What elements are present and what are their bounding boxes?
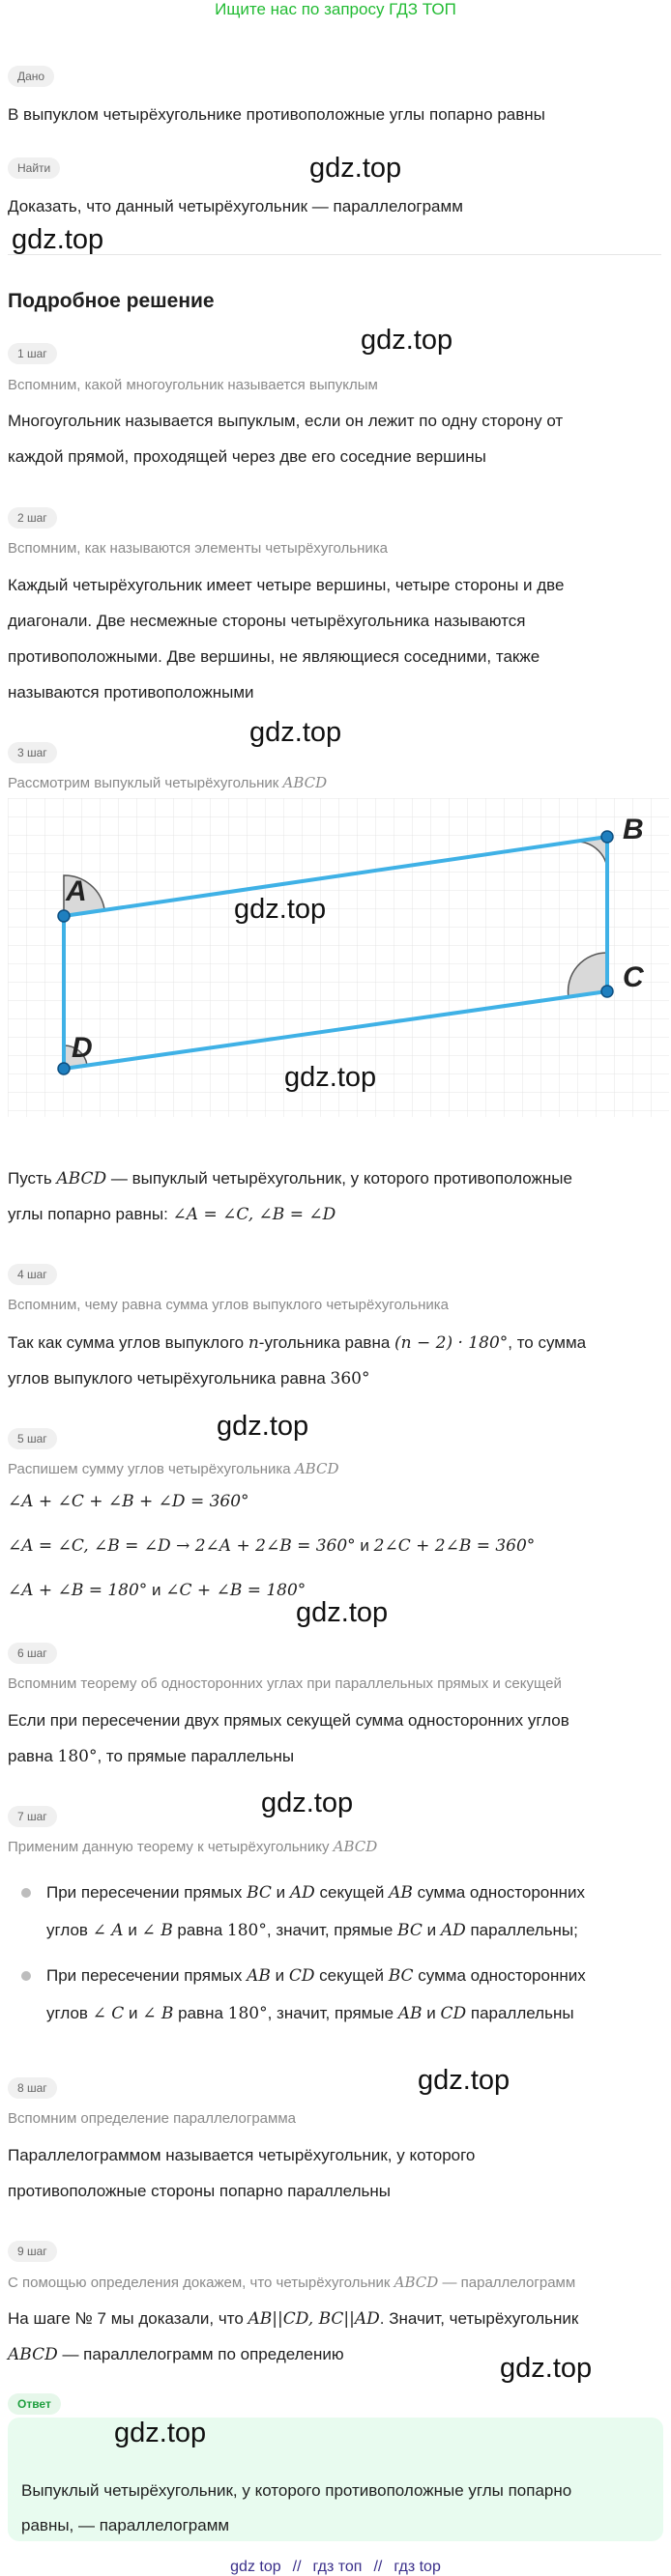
step5-eq2: ∠A = ∠C, ∠B = ∠D → 2∠A + 2∠B = 360° и 2∠C + 2∠B = 360° [8, 1536, 536, 1556]
bullet-2-line1: При пересечении прямых AB и CD секущей BC сумма односторонних [46, 1966, 586, 1986]
watermark: gdz.top [296, 1597, 389, 1628]
step6-line2: равна 180°, то прямые параллельны [8, 1747, 295, 1766]
watermark: gdz.top [12, 224, 104, 255]
footer-link-2[interactable]: гдз топ [312, 2559, 363, 2575]
bullet-1-line2: углов ∠ A и ∠ B равна 180°, значит, прямые BC и AD параллельны; [46, 1921, 578, 1940]
footer-link-1[interactable]: gdz top [230, 2559, 281, 2575]
step8-chip: 8 шаг [8, 2077, 57, 2099]
bullet-1-line1: При пересечении прямых BC и AD секущей AB сумма односторонних [46, 1883, 586, 1903]
step9-chip: 9 шаг [8, 2241, 57, 2262]
step2-line1: Каждый четырёхугольник имеет четыре вершины, четыре стороны и две [8, 576, 565, 594]
footer-separator: // [373, 2559, 383, 2575]
find-text: Доказать, что данный четырёхугольник — параллелограмм [8, 197, 463, 215]
step1-line1: Многоугольник называется выпуклым, если он лежит по одну сторону от [8, 412, 564, 430]
step6-chip: 6 шаг [8, 1643, 57, 1664]
step4-hint: Вспомним, чему равна сумма углов выпуклого четырёхугольника [8, 1297, 449, 1313]
step6-hint: Вспомним теорему об односторонних углах при параллельных прямых и секущей [8, 1675, 562, 1692]
step8-hint: Вспомним определение параллелограмма [8, 2110, 296, 2127]
step3-chip: 3 шаг [8, 742, 57, 763]
watermark: gdz.top [261, 1788, 354, 1818]
watermark: gdz.top [309, 153, 402, 184]
step5-eq3: ∠A + ∠B = 180° и ∠C + ∠B = 180° [8, 1581, 306, 1600]
step6-line1: Если при пересечении двух прямых секущей сумма односторонних углов [8, 1711, 569, 1730]
footer-separator: // [292, 2559, 302, 2575]
watermark: gdz.top [234, 894, 327, 925]
step2-line2: диагонали. Две несмежные стороны четырёхугольника называются [8, 612, 526, 630]
watermark: gdz.top [361, 325, 453, 356]
answer-line1: Выпуклый четырёхугольник, у которого противоположные углы попарно [21, 2481, 572, 2500]
given-chip: Дано [8, 66, 54, 87]
watermark: gdz.top [249, 717, 342, 748]
step5-eq1: ∠A + ∠C + ∠B + ∠D = 360° [8, 1492, 249, 1511]
answer-text [21, 2474, 621, 2543]
vertex-a-label: A [66, 875, 87, 907]
watermark: gdz.top [217, 1411, 309, 1442]
step2-chip: 2 шаг [8, 507, 57, 529]
step4-chip: 4 шаг [8, 1264, 57, 1285]
footer-link-3[interactable]: гдз top [394, 2559, 441, 2575]
vertex-b-dot [601, 831, 613, 843]
step8-line1: Параллелограммом называется четырёхугольник, у которого [8, 2146, 476, 2164]
step3-line1: Пусть ABCD — выпуклый четырёхугольник, у которого противоположные [8, 1169, 572, 1188]
watermark: gdz.top [284, 1062, 377, 1093]
step1-chip: 1 шаг [8, 343, 57, 364]
step7-chip: 7 шаг [8, 1806, 57, 1827]
vertex-d-dot [58, 1063, 70, 1074]
watermark: gdz.top [500, 2353, 593, 2384]
answer-line2: равны, — параллелограмм [21, 2516, 230, 2534]
vertex-b-label: B [623, 814, 644, 845]
footer-links [0, 2559, 671, 2576]
vertex-a-dot [58, 910, 70, 922]
step2-line4: называются противоположными [8, 683, 254, 701]
step9-line1: На шаге № 7 мы доказали, что AB||CD, BC||AD. Значит, четырёхугольник [8, 2309, 579, 2329]
step9-hint: С помощью определения докажем, что четырёхугольник ABCD — параллелограмм [8, 2274, 576, 2291]
step3-hint: Рассмотрим выпуклый четырёхугольник ABCD [8, 774, 328, 791]
watermark: gdz.top [114, 2418, 207, 2448]
step3-line2: углы попарно равны: ∠A = ∠C, ∠B = ∠D [8, 1205, 336, 1224]
vertex-d-label: D [72, 1032, 93, 1064]
step7-hint: Применим данную теорему к четырёхугольнику ABCD [8, 1838, 378, 1855]
step2-line3: противоположными. Две вершины, не являющиеся соседними, также [8, 647, 540, 666]
watermark: gdz.top [418, 2065, 511, 2096]
step1-hint: Вспомним, какой многоугольник называется выпуклым [8, 377, 378, 393]
step1-line2: каждой прямой, проходящей через две его соседние вершины [8, 447, 486, 466]
bullet-dot-2 [21, 1971, 31, 1981]
step4-line1: Так как сумма углов выпуклого n-угольника равна (n − 2) · 180°, то сумма [8, 1333, 587, 1353]
bullet-2-line2: углов ∠ C и ∠ B равна 180°, значит, прямые AB и CD параллельны [46, 2004, 574, 2023]
step4-line2: углов выпуклого четырёхугольника равна 360° [8, 1369, 370, 1388]
solution-title: Подробное решение [8, 290, 215, 312]
step8-line2: противоположные стороны попарно параллельны [8, 2182, 391, 2200]
divider [8, 254, 661, 255]
step5-hint: Распишем сумму углов четырёхугольника ABCD [8, 1460, 339, 1477]
search-banner: Ищите нас по запросу ГДЗ ТОП [215, 0, 456, 18]
step9-line2: ABCD — параллелограмм по определению [8, 2345, 344, 2364]
vertex-c-dot [601, 986, 613, 997]
given-text: В выпуклом четырёхугольнике противоположные углы попарно равны [8, 105, 545, 124]
find-chip: Найти [8, 157, 60, 179]
bullet-dot-1 [21, 1888, 31, 1898]
vertex-c-label: C [623, 961, 644, 993]
answer-chip: Ответ [8, 2393, 61, 2415]
step5-chip: 5 шаг [8, 1428, 57, 1449]
step2-hint: Вспомним, как называются элементы четырёхугольника [8, 540, 389, 557]
